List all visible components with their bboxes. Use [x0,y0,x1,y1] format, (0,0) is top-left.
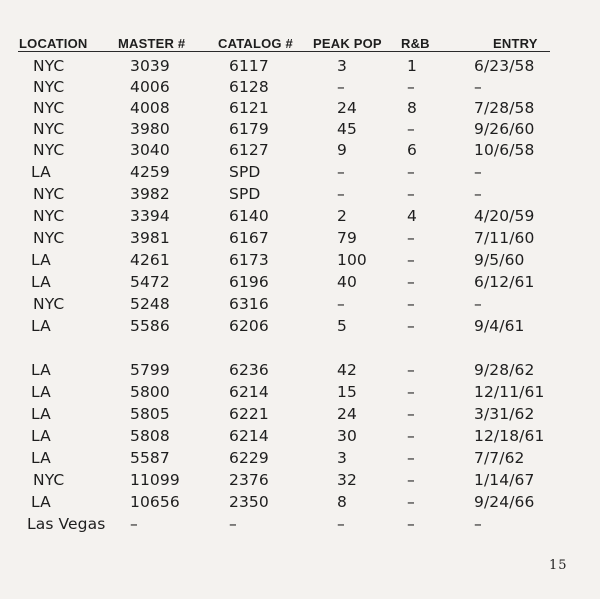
cell-master: 5808 [130,427,170,445]
cell-catalog: 6128 [229,78,269,96]
cell-master: 5586 [130,317,170,335]
cell-master: 3981 [130,229,170,247]
cell-master: 5587 [130,449,170,467]
cell-location: LA [31,449,51,467]
cell-entry: 10/6/58 [474,141,535,159]
table-row [0,141,600,163]
table-row [0,515,600,537]
cell-rnb: – [407,185,415,203]
cell-peak-pop: 32 [337,471,357,489]
cell-catalog: 6140 [229,207,269,225]
cell-catalog: 6173 [229,251,269,269]
header-rule [18,51,550,52]
cell-catalog: – [229,515,237,533]
table-row [0,99,600,121]
cell-peak-pop: – [337,163,345,181]
cell-location: NYC [33,295,65,313]
cell-peak-pop: 15 [337,383,357,401]
cell-entry: – [474,163,482,181]
cell-peak-pop: 45 [337,120,357,138]
cell-entry: – [474,78,482,96]
table-row [0,78,600,100]
cell-master: – [130,515,138,533]
table-row [0,251,600,273]
cell-entry: 7/28/58 [474,99,535,117]
cell-entry: 7/11/60 [474,229,535,247]
cell-entry: 12/11/61 [474,383,545,401]
cell-location: Las Vegas [27,515,106,533]
cell-rnb: – [407,317,415,335]
cell-master: 3980 [130,120,170,138]
cell-rnb: – [407,295,415,313]
cell-peak-pop: 8 [337,493,347,511]
cell-location: NYC [33,471,65,489]
cell-location: LA [31,317,51,335]
table-row [0,229,600,251]
cell-entry: 6/23/58 [474,57,535,75]
cell-peak-pop: 3 [337,449,347,467]
cell-peak-pop: 2 [337,207,347,225]
cell-catalog: 6214 [229,427,269,445]
cell-rnb: 6 [407,141,417,159]
header-location: LOCATION [19,36,88,51]
cell-peak-pop: 40 [337,273,357,291]
cell-location: NYC [33,99,65,117]
cell-entry: – [474,295,482,313]
cell-peak-pop: 79 [337,229,357,247]
cell-location: LA [31,273,51,291]
cell-catalog: 6167 [229,229,269,247]
cell-rnb: – [407,361,415,379]
page-number: 15 [549,558,568,573]
cell-entry: 1/14/67 [474,471,535,489]
cell-master: 3040 [130,141,170,159]
cell-rnb: – [407,383,415,401]
cell-peak-pop: – [337,185,345,203]
table-header [0,36,600,58]
cell-master: 5800 [130,383,170,401]
cell-master: 4008 [130,99,170,117]
table-row [0,295,600,317]
cell-catalog: 6206 [229,317,269,335]
cell-location: LA [31,361,51,379]
cell-rnb: – [407,405,415,423]
table-row [0,185,600,207]
cell-master: 3394 [130,207,170,225]
cell-location: NYC [33,141,65,159]
cell-entry: 9/5/60 [474,251,525,269]
cell-peak-pop: 24 [337,99,357,117]
table-row [0,471,600,493]
cell-rnb: – [407,163,415,181]
cell-master: 5472 [130,273,170,291]
cell-master: 4259 [130,163,170,181]
cell-catalog: 6196 [229,273,269,291]
cell-location: LA [31,427,51,445]
cell-location: NYC [33,207,65,225]
cell-catalog: 6221 [229,405,269,423]
cell-entry: 3/31/62 [474,405,535,423]
table-row [0,383,600,405]
cell-rnb: – [407,229,415,247]
cell-master: 10656 [130,493,180,511]
cell-peak-pop: 42 [337,361,357,379]
cell-entry: 7/7/62 [474,449,525,467]
cell-entry: 12/18/61 [474,427,545,445]
header-rnb: R&B [401,36,430,51]
cell-peak-pop: 9 [337,141,347,159]
cell-location: NYC [33,57,65,75]
cell-peak-pop: – [337,295,345,313]
cell-rnb: 1 [407,57,417,75]
table-row [0,449,600,471]
cell-master: 5248 [130,295,170,313]
cell-catalog: 6236 [229,361,269,379]
cell-entry: – [474,515,482,533]
cell-rnb: – [407,120,415,138]
table-row [0,163,600,185]
cell-location: LA [31,251,51,269]
cell-location: LA [31,163,51,181]
cell-catalog: 6121 [229,99,269,117]
cell-entry: 9/4/61 [474,317,525,335]
table-row [0,493,600,515]
cell-rnb: – [407,273,415,291]
cell-peak-pop: 100 [337,251,367,269]
cell-rnb: – [407,251,415,269]
cell-rnb: 4 [407,207,417,225]
cell-entry: 4/20/59 [474,207,535,225]
cell-rnb: – [407,515,415,533]
cell-rnb: – [407,449,415,467]
cell-rnb: – [407,78,415,96]
table-row [0,317,600,339]
cell-master: 4006 [130,78,170,96]
cell-master: 5799 [130,361,170,379]
cell-catalog: 6229 [229,449,269,467]
cell-master: 3982 [130,185,170,203]
cell-entry: 9/24/66 [474,493,535,511]
cell-catalog: 2350 [229,493,269,511]
cell-master: 4261 [130,251,170,269]
cell-location: NYC [33,120,65,138]
cell-catalog: SPD [229,185,261,203]
cell-peak-pop: 3 [337,57,347,75]
cell-rnb: – [407,427,415,445]
cell-peak-pop: – [337,78,345,96]
cell-peak-pop: 24 [337,405,357,423]
table-row [0,207,600,229]
cell-rnb: – [407,471,415,489]
cell-peak-pop: 5 [337,317,347,335]
table-row [0,57,600,79]
cell-master: 11099 [130,471,180,489]
cell-location: NYC [33,229,65,247]
cell-location: NYC [33,185,65,203]
cell-entry: 6/12/61 [474,273,535,291]
cell-location: LA [31,383,51,401]
cell-location: LA [31,493,51,511]
cell-catalog: 2376 [229,471,269,489]
cell-entry: 9/28/62 [474,361,535,379]
cell-master: 5805 [130,405,170,423]
table-row [0,405,600,427]
cell-entry: 9/26/60 [474,120,535,138]
header-catalog: CATALOG # [218,36,293,51]
cell-catalog: 6214 [229,383,269,401]
cell-catalog: SPD [229,163,261,181]
cell-location: NYC [33,78,65,96]
cell-master: 3039 [130,57,170,75]
header-entry: ENTRY [493,36,538,51]
cell-peak-pop: – [337,515,345,533]
table-row [0,427,600,449]
cell-rnb: – [407,493,415,511]
cell-catalog: 6179 [229,120,269,138]
cell-rnb: 8 [407,99,417,117]
cell-peak-pop: 30 [337,427,357,445]
cell-catalog: 6117 [229,57,269,75]
header-master: MASTER # [118,36,186,51]
cell-catalog: 6127 [229,141,269,159]
cell-entry: – [474,185,482,203]
table-row [0,273,600,295]
table-row [0,361,600,383]
header-peak-pop: PEAK POP [313,36,382,51]
table-row [0,120,600,142]
cell-location: LA [31,405,51,423]
cell-catalog: 6316 [229,295,269,313]
